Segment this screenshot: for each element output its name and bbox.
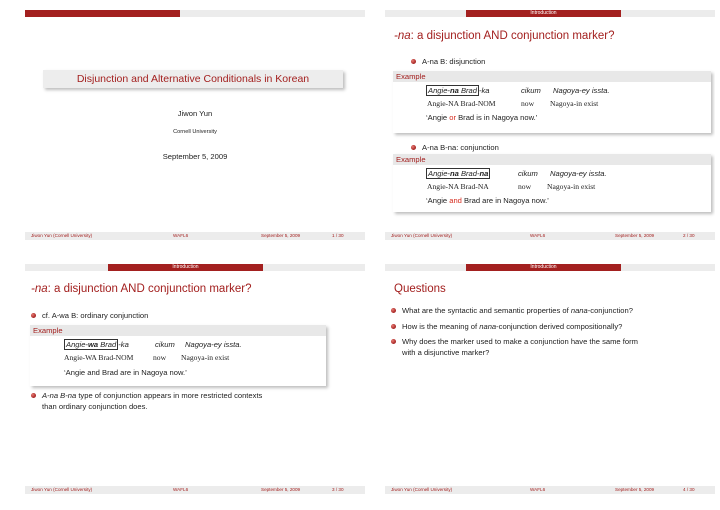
- bullet-icon: [31, 313, 36, 318]
- slide-title: -na: a disjunction AND conjunction marker?: [394, 30, 615, 42]
- boxed-phrase: Angie-na Brad-na: [428, 169, 489, 178]
- gloss-word-cikum: cikum: [521, 86, 541, 95]
- header-bar: [25, 264, 365, 271]
- translation: ‘Angie and Brad are in Nagoya now.’: [426, 196, 549, 205]
- boxed-phrase: Angie-wa Brad: [66, 340, 117, 349]
- gloss-line-morphemes: Angie-WA Brad-NOM: [64, 353, 134, 362]
- header-bar: [25, 10, 365, 17]
- footer-event: WAFL6: [530, 233, 546, 238]
- question-3-cont: with a disjunctive marker?: [402, 348, 490, 357]
- footer-author: Jiwon Yun (Cornell University): [31, 233, 93, 238]
- bullet-icon: [391, 308, 396, 313]
- gloss-line-korean: Angie-na Brad -ka: [428, 86, 490, 95]
- slide-title: -na: a disjunction AND conjunction marker?: [31, 283, 252, 295]
- gloss-word-cikum: cikum: [155, 340, 175, 349]
- footer-event: WAFL6: [530, 487, 546, 492]
- gloss-now: now: [153, 353, 167, 362]
- gloss-line-korean: [426, 169, 490, 178]
- bullet-conjunction: A-na B-na: conjunction: [411, 143, 499, 153]
- title-box: [43, 70, 343, 88]
- question-2: How is the meaning of nana-conjunction derived compositionally?: [391, 322, 622, 332]
- slide-2: [385, 10, 715, 240]
- example-label: Example: [393, 71, 711, 82]
- institute: Cornell University: [173, 129, 217, 135]
- slide-4: [385, 264, 715, 494]
- example-block: [30, 325, 326, 386]
- footer-page: 2 / 30: [683, 233, 695, 238]
- bullet-icon: [31, 393, 36, 398]
- header-bar: [385, 10, 715, 17]
- presentation-date: September 5, 2009: [162, 152, 228, 161]
- bullet-restricted-contexts: A-na B-na type of conjunction appears in more restricted contexts: [31, 391, 262, 401]
- bullet-disjunction: A-na B: disjunction: [411, 57, 485, 67]
- slide-3: [25, 264, 365, 494]
- bullet-ordinary-conjunction: cf. A-wa B: ordinary conjunction: [31, 311, 148, 321]
- footer-date: September 5, 2009: [261, 233, 301, 238]
- footer-bar: [385, 232, 715, 240]
- gloss-nagoya-in: Nagoya-in exist: [547, 182, 596, 191]
- footer-page: 3 / 30: [332, 487, 344, 492]
- footer-bar: [25, 486, 365, 494]
- author-name: Jiwon Yun: [177, 109, 213, 118]
- gloss-line-morphemes: Angie-NA Brad-NA: [427, 182, 489, 191]
- slide-title: Disjunction and Alternative Conditionals in Korean: [76, 73, 310, 85]
- bullet-icon: [391, 339, 396, 344]
- footer-event: WAFL6: [173, 487, 189, 492]
- translation: ‘Angie and Brad are in Nagoya now.’: [64, 368, 187, 377]
- example-label: Example: [393, 154, 711, 165]
- boxed-phrase: Angie-na Brad: [428, 86, 477, 95]
- section-label: Introduction: [530, 10, 557, 16]
- example-block-2: [393, 154, 711, 212]
- gloss-word-nagoya: Nagoya-ey issta.: [185, 340, 242, 349]
- section-label: Introduction: [172, 264, 199, 270]
- slide-title: Questions: [394, 283, 446, 295]
- footer-bar: [25, 232, 365, 240]
- bullet-icon: [391, 324, 396, 329]
- slide-1: [25, 10, 365, 240]
- footer-page: 4 / 30: [683, 487, 695, 492]
- bullet-icon: [411, 145, 416, 150]
- gloss-word-cikum: cikum: [518, 169, 538, 178]
- footer-author: Jiwon Yun (Cornell University): [31, 487, 93, 492]
- gloss-word-nagoya: Nagoya-ey issta.: [550, 169, 607, 178]
- footer-event: WAFL6: [173, 233, 189, 238]
- translation: ‘Angie or Brad is in Nagoya now.’: [426, 113, 538, 122]
- footer-bar: [385, 486, 715, 494]
- gloss-line-korean: Angie-wa Brad -ka: [66, 340, 129, 349]
- footer-date: September 5, 2009: [615, 487, 655, 492]
- gloss-line-morphemes: Angie-NA Brad-NOM: [427, 99, 496, 108]
- question-1: What are the syntactic and semantic properties of nana-conjunction?: [391, 306, 633, 316]
- gloss-nagoya-in: Nagoya-in exist: [181, 353, 230, 362]
- gloss-now: now: [518, 182, 532, 191]
- question-3: Why does the marker used to make a conjunction have the same form: [391, 337, 638, 347]
- bullet-restricted-contexts-cont: than ordinary conjunction does.: [42, 402, 148, 411]
- gloss-nagoya-in: Nagoya-in exist: [550, 99, 599, 108]
- footer-author: Jiwon Yun (Cornell University): [391, 487, 453, 492]
- example-block-1: [393, 71, 711, 133]
- bullet-icon: [411, 59, 416, 64]
- gloss-word-nagoya: Nagoya-ey issta.: [553, 86, 610, 95]
- footer-date: September 5, 2009: [261, 487, 301, 492]
- header-bar: [385, 264, 715, 271]
- section-label: Introduction: [530, 264, 557, 270]
- footer-date: September 5, 2009: [615, 233, 655, 238]
- gloss-now: now: [521, 99, 535, 108]
- header-accent: [25, 10, 180, 17]
- example-label: Example: [30, 325, 326, 336]
- footer-author: Jiwon Yun (Cornell University): [391, 233, 453, 238]
- footer-page: 1 / 30: [332, 233, 344, 238]
